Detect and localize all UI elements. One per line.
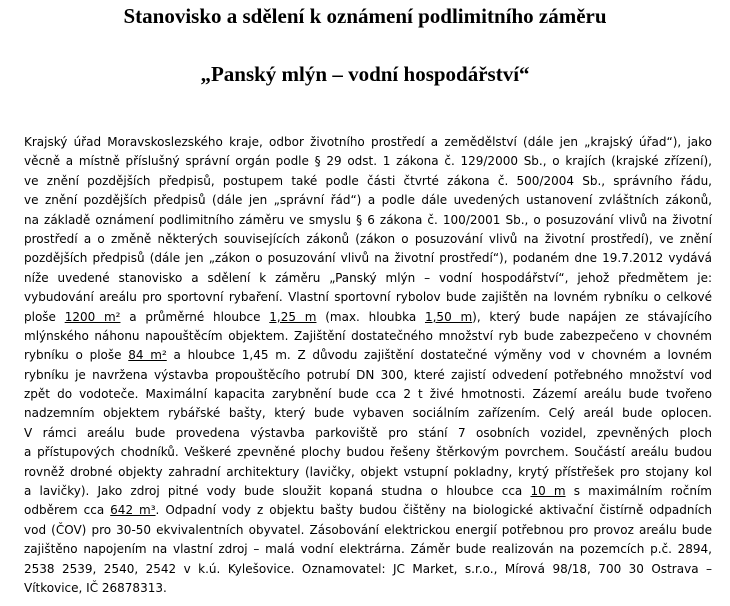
body-line xyxy=(24,346,712,365)
body-line: V rámci areálu bude provedena výstavba parkoviště pro stání 7 osobních vozidel, zpevněných ploch xyxy=(24,425,712,440)
body-line xyxy=(24,501,712,520)
body-line: prostředí a o změně některých souvisejících zákonů (zákon o posuzování vlivů na životní prostředí), ve znění xyxy=(24,231,712,246)
body-text: (max. hloubka xyxy=(316,309,425,324)
body-text: s maximálním ročním xyxy=(565,484,713,499)
body-line: rybníku je navržena výstavba propouštěcího potrubí DN 300, které zajistí odvedení potřebného množství vod xyxy=(24,367,712,382)
underlined-value: 642 m³ xyxy=(110,503,156,518)
body-line xyxy=(24,482,712,501)
body-line: 2538 2539, 2540, 2542 v k.ú. Kylešovice. Oznamovatel: JC Market, s.r.o., Mírová 98/18, 700 30 Ostrava – xyxy=(24,561,712,576)
body-line: věcně a místně příslušný správní orgán podle § 29 odst. 1 zákona č. 129/2000 Sb., o krajích (krajské zřízení), xyxy=(24,154,712,169)
body-text: ploše xyxy=(24,309,65,324)
body-line: na základě oznámení podlimitního záměru ve smyslu § 6 zákona č. 100/2001 Sb., o posuzování vlivů na životní xyxy=(24,212,712,227)
underlined-value: 1,50 m xyxy=(424,309,473,324)
body-text: a lavičky). Jako zdroj pitné vody bude sloužit kopaná studna o hloubce cca xyxy=(24,484,531,499)
underlined-value: 10 m xyxy=(530,484,566,499)
document-title: Stanovisko a sdělení k oznámení podlimitního záměru xyxy=(123,4,607,28)
document-subtitle: „Panský mlýn – vodní hospodářství“ xyxy=(200,62,530,86)
body-line: Krajský úřad Moravskoslezského kraje, odbor životního prostředí a zemědělství (dále jen „krajský úřad“), jako xyxy=(24,135,712,149)
underlined-value: 84 m² xyxy=(128,348,167,363)
body-text: ), který bude napájen ze stávajícího xyxy=(472,309,712,324)
body-line: ve znění pozdějších předpisů (dále jen „správní řád“) a podle dále uvedených ustanovení zvláštních zákonů, xyxy=(24,193,712,208)
body-line: ve znění pozdějších předpisů, postupem také podle části čtvrté zákona č. 500/2004 Sb., správního řádu, xyxy=(24,173,712,188)
body-line: mlýnského náhonu napouštěcím objektem. Zajištění dostatečného množství ryb bude zabezpečeno v chovném xyxy=(24,328,712,343)
body-line: zpět do vodoteče. Maximální kapacita zarybnění bude cca 2 t živé hmotnosti. Zázemí areálu bude tvořeno xyxy=(24,387,712,402)
body-line: níže uvedené stanovisko a sdělení k záměru „Panský mlýn – vodní hospodářství“, jehož předmětem je: xyxy=(24,270,712,285)
body-line: rovněž drobné objekty zahradní architektury (lavičky, objekt vstupní pokladny, krytý přístřešek pro stojany kol xyxy=(24,464,712,479)
document-body xyxy=(24,133,712,598)
body-line: zajištěno napojením na vlastní zdroj – malá vodní elektrárna. Záměr bude realizován na pozemcích p.č. 2894, xyxy=(24,542,712,557)
body-line: nadzemním objektem rybářské bašty, který bude vybaven sociálním zařízením. Celý areál bude oplocen. xyxy=(24,406,712,421)
body-line: vybudování areálu pro sportovní rybaření. Vlastní sportovní rybolov bude zajištěn na lovném rybníku o celkové xyxy=(24,290,712,305)
underlined-value: 1200 m² xyxy=(64,309,121,324)
underlined-value: 1,25 m xyxy=(269,309,317,324)
body-text: a hloubce 1,45 m. Z důvodu zajištění dostatečné výměny vod v chovném a lovném xyxy=(166,348,712,363)
body-text: rybníku o ploše xyxy=(24,348,129,363)
body-text: odběrem cca xyxy=(24,503,111,518)
body-text: . Odpadní vody z objektu bašty budou čištěny na biologické aktivační čistírně odpadních xyxy=(155,503,712,518)
body-line: pozdějších předpisů (dále jen „zákon o posuzování vlivů na životní prostředí“), podaném dne 19.7.2012 vydává xyxy=(24,251,712,266)
body-line: vod (ČOV) pro 30-50 ekvivalentních obyvatel. Zásobování elektrickou energií potřebnou pro provoz areálu bude xyxy=(24,522,712,537)
body-line: Vítkovice, IČ 26878313. xyxy=(24,580,167,595)
body-line xyxy=(24,308,712,327)
body-line: a přístupových chodníků. Veškeré zpevněné plochy budou řešeny štěrkovým povrchem. Součástí areálu budou xyxy=(24,445,712,460)
body-text: a průměrné hloubce xyxy=(120,309,270,324)
